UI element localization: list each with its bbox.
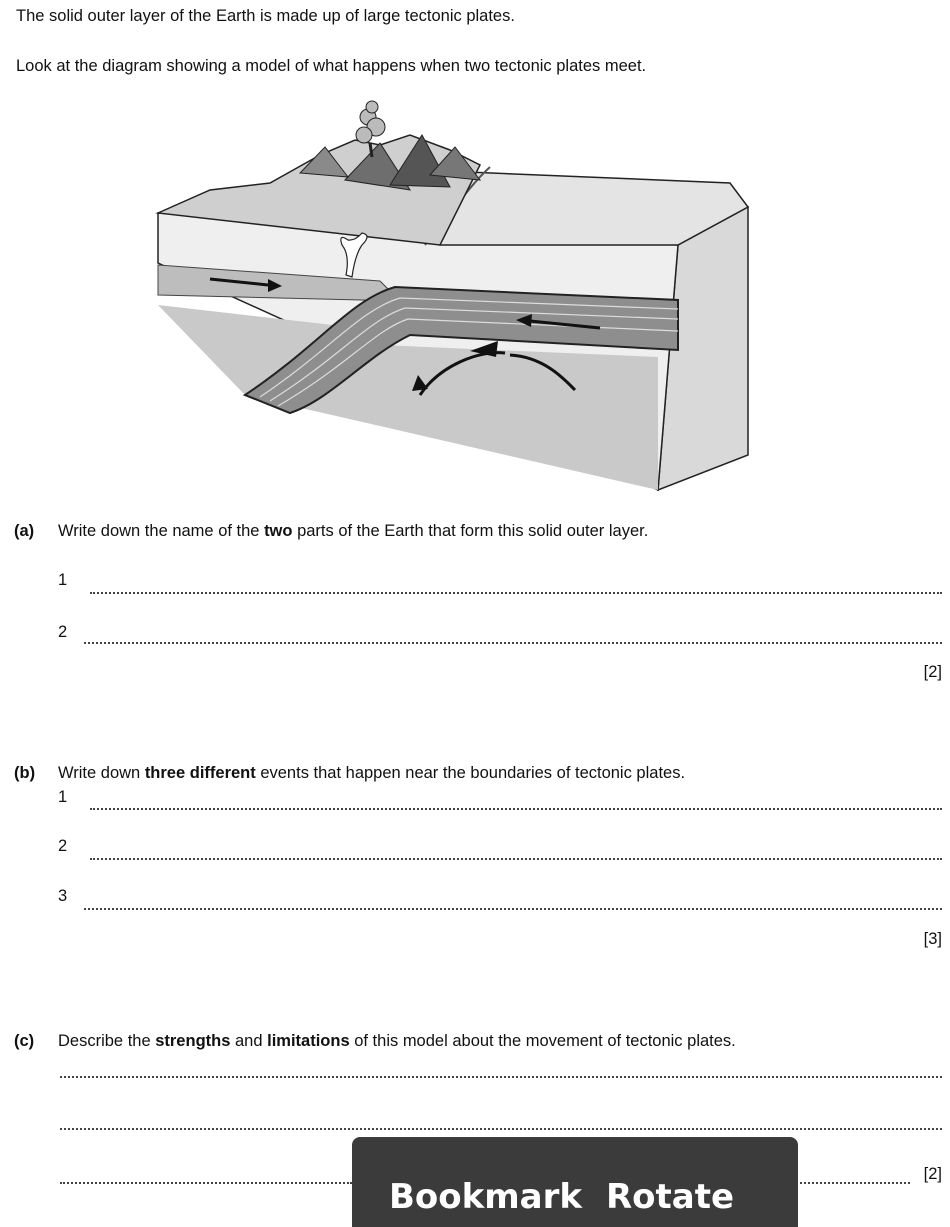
part-a-question: Write down the name of the two parts of the Earth that form this solid outer layer. <box>58 522 649 540</box>
part-c-question: Describe the strengths and limitations of this model about the movement of tectonic plates. <box>58 1032 736 1050</box>
part-b-marks: [3] <box>923 930 942 948</box>
part-c-answer-line-3-end[interactable] <box>800 1182 910 1184</box>
part-b-line-2-number: 2 <box>58 837 68 855</box>
part-a-label: (a) <box>14 522 35 540</box>
viewer-toolbar <box>352 1137 798 1227</box>
bookmark-button[interactable]: Bookmark <box>389 1177 582 1217</box>
part-b-answer-line-3[interactable] <box>84 908 942 910</box>
tectonic-plates-diagram-icon <box>150 95 760 495</box>
part-a-line-1-number: 1 <box>58 571 68 589</box>
intro-text-1: The solid outer layer of the Earth is made up of large tectonic plates. <box>16 7 515 25</box>
part-a-line-2-number: 2 <box>58 623 68 641</box>
part-a-answer-line-2[interactable] <box>84 642 942 644</box>
intro-text-2: Look at the diagram showing a model of what happens when two tectonic plates meet. <box>16 57 647 75</box>
part-c-marks: [2] <box>923 1165 942 1183</box>
part-b-question: Write down three different events that happen near the boundaries of tectonic plates. <box>58 764 686 782</box>
part-b-answer-line-1[interactable] <box>90 808 942 810</box>
part-c-answer-line-3[interactable] <box>60 1182 352 1184</box>
rotate-button[interactable]: Rotate <box>606 1177 735 1217</box>
part-b-line-3-number: 3 <box>58 887 68 905</box>
part-b-answer-line-2[interactable] <box>90 858 942 860</box>
part-c-answer-line-2[interactable] <box>60 1128 942 1130</box>
part-a-marks: [2] <box>923 663 942 681</box>
part-a-answer-line-1[interactable] <box>90 592 942 594</box>
part-c-label: (c) <box>14 1032 35 1050</box>
part-c-answer-line-1[interactable] <box>60 1076 942 1078</box>
part-b-label: (b) <box>14 764 36 782</box>
part-b-line-1-number: 1 <box>58 788 68 806</box>
